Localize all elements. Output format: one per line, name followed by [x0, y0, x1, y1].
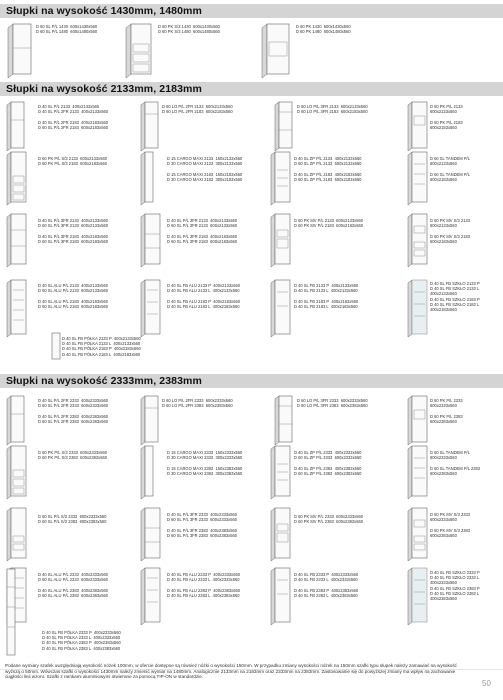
- cabinet-label: D 40 SL ZP P/L 2333 400x2333x560 D 60 SL ZP P/L 2333 600x2333x560 D 40 SL ZP P/L 2383 400x2383x560 D 60 SL ZP P/L 2383 600x2383x560: [294, 450, 362, 476]
- pantry-cabinet-drawing: [268, 444, 294, 500]
- cabinet-label: D 60 LO P/L 2FR 2333 600x2333x560 D 60 LO P/L 2FR 2383 600x2383x560: [162, 398, 233, 409]
- fridge-cabinet-drawing: [272, 100, 296, 152]
- cabinet-label: D 40 SL ZP P/L 2133 400x2133x560 D 60 SL ZP P/L 2133 600x2133x560 D 40 SL ZP P/L 2183 400x2183x560 D 60 SL ZP P/L 2183 600x2183x560: [294, 156, 362, 182]
- cabinet-label: D 60 LO P/L 2FR 2133 600x2133x560 D 60 LO P/L 2FR 2183 600x2183x560: [162, 104, 233, 115]
- cabinet-card-c6: [138, 444, 268, 500]
- cabinet-card-a3: [258, 20, 398, 82]
- cabinet-label: D 40 SL ALU P/L 2133 400x2133x560 D 60 SL ALU P/L 2133 600x2133x560 D 40 SL ALU P/L 2183 400x2183x560 D 60 SL ALU P/L 2183 600x2183x560: [38, 283, 109, 309]
- cabinet-card-c3: [272, 394, 402, 442]
- cabinet-label: D 60 PK MV S/3 2133 600x2133x560 D 60 PK MV S/3 2183 600x2183x560: [430, 218, 471, 244]
- tall-cabinet-drawing: [268, 278, 294, 338]
- cabinet-card-c1: [4, 394, 134, 442]
- cabinet-card-c4: [405, 394, 501, 442]
- cabinet-card-a1: [4, 20, 134, 82]
- glass-cabinet-drawing: [405, 278, 431, 338]
- cabinet-label: D 40 SL P/L 2133 400x2133x560 D 40 SL P/L 2FR 2133 400x2133x560 D 40 SL P/L 2FR 2183 400x2183x560 D 60 SL P/L 2FR 2183 600x2183x560: [38, 104, 109, 130]
- cabinet-card-c11: [268, 506, 402, 562]
- cabinet-label: D 15 CARGO MAXI 2333 150x2333x560 D 30 CARGO MAXI 2333 300x2333x560 D 15 CARGO MAXI 2383 150x2383x560 D 30 CARGO MAXI 2383 300x2383x560: [167, 450, 243, 476]
- cabinet-card-b17: [50, 333, 190, 359]
- cabinet-card-b1: [4, 100, 134, 148]
- cabinet-label: D 60 SL TANDEM P/L 600x2333x560 D 60 SL TANDEM P/L 2383 600x2383x560: [430, 450, 481, 476]
- cabinet-label: D 40 SL FB PÓŁKA 2333 P 400x2333x560 D 40 SL FB PÓŁKA 2333 L 400x2333x560 D 40 SL FB PÓŁKA 2383 P 400x2383x560 D 40 SL FB PÓŁKA 2383 L 400x2383x560: [42, 630, 121, 651]
- cabinet-card-c16: [405, 566, 501, 626]
- oven-cabinet-drawing: [405, 394, 431, 446]
- drawer-cabinet-drawing: [4, 506, 30, 562]
- glass-cabinet-drawing: [405, 566, 431, 626]
- shelf-cabinet-drawing: [4, 567, 18, 657]
- cabinet-card-b16: [405, 278, 501, 338]
- microwave-drawer-cabinet-drawing: [405, 212, 431, 268]
- cabinet-card-b3: [272, 100, 402, 148]
- tall-cabinet-drawing: [138, 506, 164, 562]
- cabinet-label: D 40 SL FB 2133 P 400x2133x560 D 40 SL FB 2133 L 400x2133x560 D 40 SL FB 2183 P 400x2183x560 D 40 SL FB 2183 L 400x2183x560: [294, 283, 359, 309]
- cabinet-label: D 40 SL FB ALU 2133 P 400x2133x560 D 40 SL FB ALU 2133 L 400x2133x560 D 40 SL FB ALU 2183 P 400x2183x560 D 40 SL FB ALU 2183 L 400x2183x560: [167, 283, 241, 309]
- cabinet-card-c7: [268, 444, 402, 500]
- cabinet-card-c13: [4, 566, 134, 626]
- drawer-cabinet-drawing: [4, 444, 30, 500]
- section-title: Słupki na wysokość 2133mm, 2183mm: [6, 83, 202, 95]
- tall-cabinet-drawing: [138, 212, 164, 268]
- fridge-cabinet-drawing: [138, 394, 162, 446]
- cabinet-card-c15: [268, 566, 402, 626]
- cabinet-card-b12: [405, 212, 501, 268]
- section-header-2333: [0, 374, 503, 388]
- cabinet-label: D 60 PK P/L S/3 2133 600x2133x560 D 60 PK P/L S/3 2183 600x2183x560: [38, 156, 108, 167]
- cabinet-label: D 60 SL P/L 1430 600x1430x560 D 60 SL P/L 1480 600x1480x560: [36, 24, 98, 35]
- cabinet-label: D 40 SL FB 2333 P 400x2333x560 D 40 SL FB 2333 L 400x2333x560 D 40 SL FB 2383 P 400x2383x560 D 40 SL FB 2383 L 400x2383x560: [294, 572, 359, 598]
- microwave-drawer-cabinet-drawing: [405, 506, 431, 562]
- alu-frame-cabinet-drawing: [138, 278, 164, 338]
- cabinet-label: D 40 SL P/L 3FR 2133 400x2133x560 D 60 SL P/L 3FR 2133 600x2133x560 D 40 SL P/L 3FR 2183 400x2183x560 D 60 SL P/L 3FR 2183 600x2183x560: [38, 218, 109, 244]
- cabinet-label: D 40 SL P/L 2FR 2333 400x2333x560 D 60 SL P/L 2FR 2333 600x2333x560 D 40 SL P/L 2FR 2383 400x2383x560 D 60 SL P/L 2FR 2383 600x2383x560: [38, 398, 109, 424]
- tall-cabinet-drawing: [268, 566, 294, 626]
- page-number: 50: [482, 679, 491, 688]
- cabinet-card-c5: [4, 444, 134, 500]
- cabinet-card-b10: [138, 212, 268, 268]
- cabinet-label: D 40 SL FB PÓŁKA 2133 P 400x2133x560 D 40 SL FB PÓŁKA 2133 L 400x2133x560 D 40 SL FB PÓŁKA 2183 P 400x2183x560 D 40 SL FB PÓŁKA 2183 L 400x2183x560: [62, 336, 141, 357]
- cabinet-label: D 60 LO P/L 3FR 2333 600x2333x560 D 60 LO P/L 3FR 2383 600x2383x560: [297, 398, 368, 409]
- cabinet-label: D 60 PK S/3 1430 600x1430x560 D 60 PK S/3 1480 600x1480x560: [158, 24, 220, 35]
- cabinet-card-b11: [268, 212, 402, 268]
- shelf-cabinet-drawing: [50, 332, 62, 360]
- cabinet-card-c17: [28, 627, 178, 657]
- cabinet-card-b5: [4, 150, 134, 206]
- tall-cabinet-drawing: [4, 22, 34, 80]
- cabinet-card-b9: [4, 212, 134, 268]
- cabinet-card-b14: [138, 278, 268, 338]
- cabinet-label: D 40 SL FB SZKŁO 2133 P D 40 SL FB SZKŁO 2133 L 400x2133x560 D 40 SL FB SZKŁO 2183 P D 40 SL FB SZKŁO 2183 L 400x2183x560: [430, 281, 480, 313]
- cabinet-label: D 60 LO P/L 3FR 2133 600x2133x560 D 60 LO P/L 3FR 2183 600x2183x560: [297, 104, 368, 115]
- alu-frame-cabinet-drawing: [138, 566, 164, 626]
- drawer-cabinet-drawing: [4, 150, 30, 206]
- section-header-2133: [0, 82, 503, 96]
- cabinet-card-b4: [405, 100, 501, 148]
- fridge-cabinet-drawing: [272, 394, 296, 446]
- cabinet-card-c12: [405, 506, 501, 562]
- cabinet-label: D 40 SL FB SZKŁO 2333 P D 40 SL FB SZKŁO 2333 L 400x2333x560 D 40 SL FB SZKŁO 2383 P D 40 SL FB SZKŁO 2383 L 400x2383x560: [430, 570, 480, 602]
- tall-cabinet-drawing: [4, 394, 28, 446]
- cabinet-label: D 60 PK P/L 2333 600x2333x560 D 60 PK P/L 2383 600x2383x560: [430, 398, 463, 424]
- cabinet-card-c9: [4, 506, 134, 562]
- section-title: Słupki na wysokość 2333mm, 2383mm: [6, 375, 202, 387]
- drawer-cabinet-drawing: [122, 22, 156, 80]
- cabinet-card-b8: [405, 150, 501, 206]
- section-header-1430: [0, 4, 503, 18]
- oven-cabinet-drawing: [405, 100, 431, 152]
- cabinet-card-c10: [138, 506, 268, 562]
- cabinet-card-a2: [122, 20, 252, 82]
- cabinet-label: D 60 PK MV P/L 2133 600x2133x560 D 60 PK MV P/L 2183 600x2183x560: [294, 218, 364, 229]
- cargo-cabinet-drawing: [138, 444, 162, 500]
- cabinet-card-c2: [138, 394, 268, 442]
- cabinet-card-b7: [268, 150, 402, 206]
- tall-cabinet-drawing: [4, 212, 30, 268]
- cabinet-label: D 40 SL ALU P/L 2333 400x2333x560 D 60 SL ALU P/L 2333 600x2333x560 D 40 SL ALU P/L 2383 400x2383x560 D 60 SL ALU P/L 2383 600x2383x560: [38, 572, 109, 598]
- cabinet-label: D 60 PK MV P/L 2333 600x2333x560 D 60 PK MV P/L 2383 600x2383x560: [294, 514, 364, 525]
- oven-cabinet-drawing: [258, 22, 294, 80]
- cabinet-label: D 40 SL P/L 3FR 2333 400x2333x560 D 60 SL P/L 3FR 2333 600x2333x560 D 40 SL P/L 3FR 2383 400x2383x560 D 60 SL P/L 3FR 2383 600x2383x560: [167, 512, 238, 538]
- cabinet-label: D 15 CARGO MAXI 2133 150x2133x560 D 30 CARGO MAXI 2133 300x2133x560 D 15 CARGO MAXI 2183 150x2183x560 D 30 CARGO MAXI 2183 300x2183x560: [167, 156, 243, 182]
- cabinet-label: D 40 SL FB ALU 2333 P 400x2333x560 D 40 SL FB ALU 2333 L 400x2333x560 D 40 SL FB ALU 2383 P 400x2383x560 D 40 SL FB ALU 2383 L 400x2383x560: [167, 572, 241, 598]
- tandem-cabinet-drawing: [405, 150, 431, 206]
- alu-frame-cabinet-drawing: [4, 278, 30, 338]
- cabinet-card-b6: [138, 150, 268, 206]
- tandem-cabinet-drawing: [405, 444, 431, 500]
- cabinet-label: D 60 PK P/L S/3 2333 600x2333x560 D 60 PK P/L S/3 2383 600x2383x560: [38, 450, 108, 461]
- cabinet-card-b2: [138, 100, 268, 148]
- cabinet-card-c14: [138, 566, 268, 626]
- section-title: Słupki na wysokość 1430mm, 1480mm: [6, 5, 202, 17]
- microwave-cabinet-drawing: [268, 506, 294, 562]
- cabinet-label: D 60 PK P/L 2133 600x2133x560 D 60 PK P/L 2183 600x2183x560: [430, 104, 463, 130]
- fridge-cabinet-drawing: [138, 100, 162, 152]
- pantry-cabinet-drawing: [268, 150, 294, 206]
- microwave-cabinet-drawing: [268, 212, 294, 268]
- cabinet-label: D 60 SL P/L S/3 2333 600x2333x560 D 60 SL P/L S/3 2383 600x2383x560: [38, 514, 107, 525]
- cabinet-label: D 60 PK MV S/3 2333 600x2333x560 D 60 PK MV S/3 2383 600x2383x560: [430, 512, 471, 538]
- cargo-cabinet-drawing: [138, 150, 162, 206]
- tall-cabinet-drawing: [4, 100, 28, 152]
- cabinet-label: D 60 SL TANDEM P/L 600x2133x560 D 60 SL TANDEM P/L 600x2183x560: [430, 156, 470, 182]
- footer-note: Podane wymiary szafek uwzględniają wysokość nóżek 100mm, w ofercie dostępne są również nóżki o wysokości 150mm. W przypadku zmiany wysokości nóżek na 150mm szafki typu słupek należy zamawiać na wysokość wyższą o 50mm. Wówczas szafki o wysokości 1430mm należy zmienić wymiar na 1480mm. Analogicznie 2133mm na 2183mm oraz 2333mm na 2383mm. Zastosowanie się do powyższej zmiany ma wpływ na zachowanie ciągłości linii wzoru. Szafki z ramkami aluminiowymi otwierane za pomocą TIP-ON w standardzie.: [5, 663, 457, 680]
- cabinet-label: D 40 SL P/L 3FR 2133 400x2133x560 D 60 SL P/L 3FR 2133 600x2133x560 D 40 SL P/L 3FR 2183 400x2183x560 D 60 SL P/L 3FR 2183 600x2183x560: [167, 218, 238, 244]
- cabinet-card-c8: [405, 444, 501, 500]
- cabinet-card-b15: [268, 278, 402, 338]
- cabinet-label: D 60 PK 1430 600x1430x560 D 60 PK 1480 600x1480x560: [296, 24, 351, 35]
- cabinet-card-b13: [4, 278, 134, 338]
